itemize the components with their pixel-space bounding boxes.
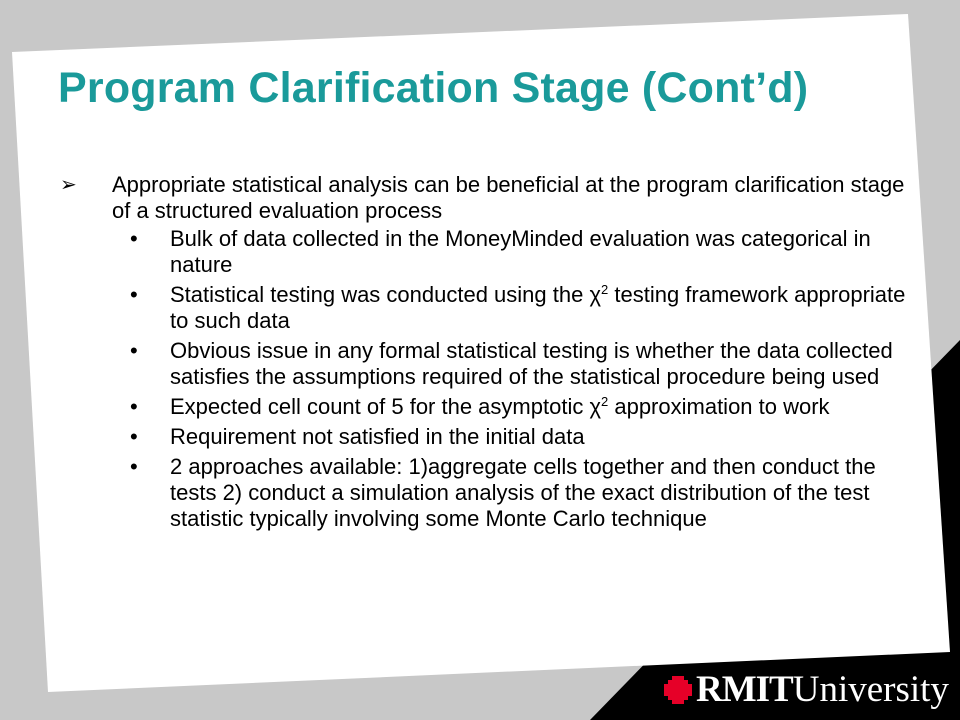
- slide-content: [58, 172, 918, 536]
- list-item-text: 2 approaches available: 1)aggregate cells together and then conduct the tests 2) conduct a simulation analysis of the exact distribution of the test statistic typically involving some Monte Carlo technique: [170, 454, 876, 531]
- list-item: [58, 282, 918, 334]
- logo-brand-bold: RMIT: [696, 669, 793, 710]
- dot-bullet-icon: •: [130, 338, 138, 363]
- list-item-text: [170, 394, 830, 419]
- logo-wordmark: [696, 668, 949, 712]
- logo-brand-regular: University: [792, 669, 949, 710]
- list-item: [58, 454, 918, 532]
- list-item: [58, 338, 918, 390]
- list-item: [58, 394, 918, 420]
- dot-bullet-icon: •: [130, 282, 138, 307]
- list-item: [58, 424, 918, 450]
- list-item-text: [170, 282, 905, 333]
- arrow-bullet-icon: ➢: [60, 174, 77, 196]
- dot-bullet-icon: •: [130, 394, 138, 419]
- dot-bullet-icon: •: [130, 424, 138, 449]
- list-item-text-part: testing framework appropriate to such data: [170, 282, 906, 333]
- slide-title: Program Clarification Stage (Cont’d): [58, 64, 809, 112]
- list-item-text-part: Statistical testing was conducted using the χ: [170, 282, 602, 307]
- superscript-two: 2: [601, 282, 609, 297]
- list-item-text-part: Expected cell count of 5 for the asymptotic χ: [170, 394, 601, 419]
- list-item-text: Bulk of data collected in the MoneyMinded evaluation was categorical in nature: [170, 226, 871, 277]
- dot-bullet-icon: •: [130, 454, 138, 479]
- sub-point-list: [58, 226, 918, 532]
- list-item-text: Obvious issue in any formal statistical testing is whether the data collected satisfies the assumptions required of the statistical procedure being used: [170, 338, 893, 389]
- superscript-two: 2: [601, 394, 609, 409]
- rmit-logo: [662, 666, 949, 714]
- pixel-dot-logo-icon: [662, 674, 694, 706]
- list-item-text: Requirement not satisfied in the initial data: [170, 424, 585, 449]
- dot-bullet-icon: •: [130, 226, 138, 251]
- list-item-text-part: approximation to work: [608, 394, 830, 419]
- main-point: [58, 172, 918, 224]
- list-item: [58, 226, 918, 278]
- main-point-text: Appropriate statistical analysis can be beneficial at the program clarification stage of a structured evaluation process: [112, 172, 905, 223]
